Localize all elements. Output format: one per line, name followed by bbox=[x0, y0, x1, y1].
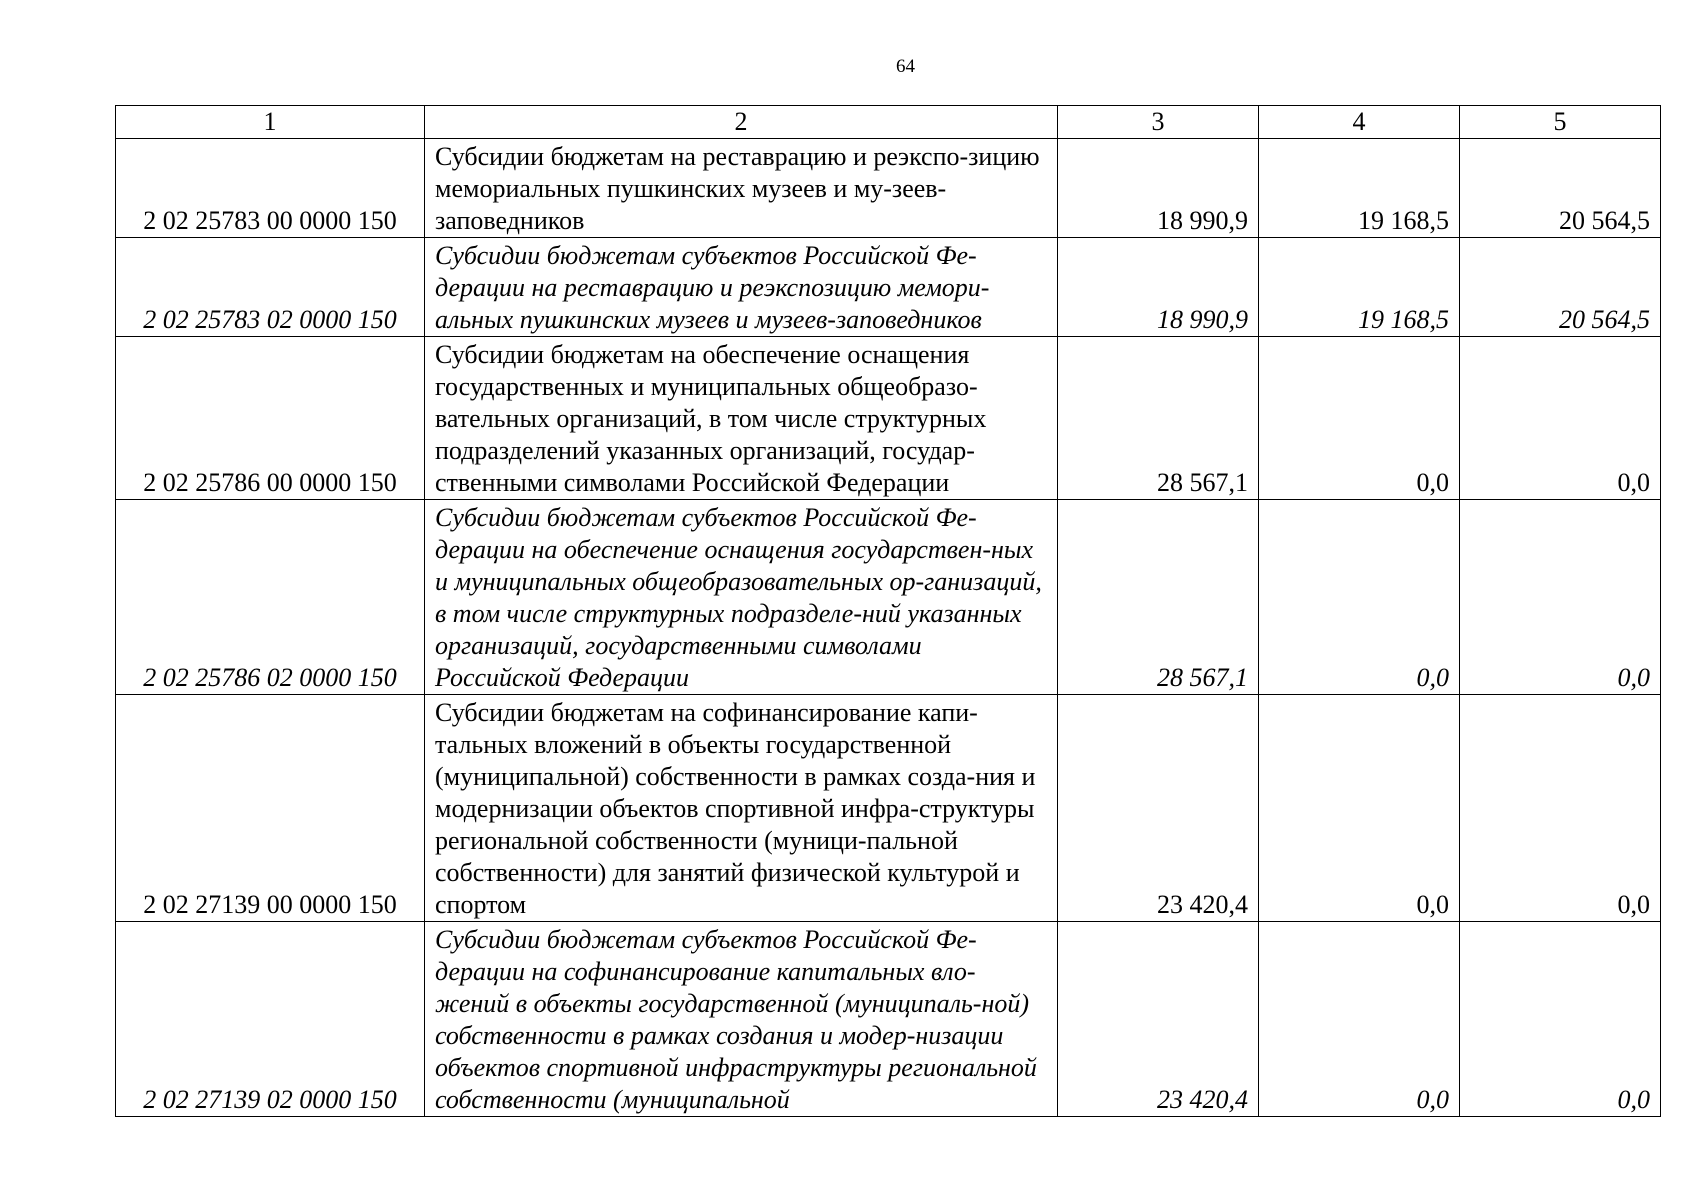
column-header-1: 1 bbox=[116, 106, 425, 139]
column-header-2: 2 bbox=[425, 106, 1058, 139]
column-header-4: 4 bbox=[1259, 106, 1460, 139]
row-description: Субсидии бюджетам субъектов Российской Фе-дерации на обеспечение оснащения государствен-ных и муниципальных общеобразовательных ор-ганизаций, в том числе структурных подразделе-ний указанных организаций, государственными символами Российской Федерации bbox=[425, 500, 1058, 695]
value-col-4: 0,0 bbox=[1259, 500, 1460, 695]
value-col-4: 0,0 bbox=[1259, 922, 1460, 1117]
budget-table bbox=[115, 105, 1661, 1117]
row-description: Субсидии бюджетам на реставрацию и реэкспо-зицию мемориальных пушкинских музеев и му-зеев-заповедников bbox=[425, 139, 1058, 238]
value-col-5: 20 564,5 bbox=[1460, 139, 1661, 238]
column-header-5: 5 bbox=[1460, 106, 1661, 139]
budget-code: 2 02 25786 02 0000 150 bbox=[116, 500, 425, 695]
value-col-5: 0,0 bbox=[1460, 922, 1661, 1117]
budget-code: 2 02 25783 02 0000 150 bbox=[116, 238, 425, 337]
table-row bbox=[116, 500, 1661, 695]
value-col-4: 19 168,5 bbox=[1259, 139, 1460, 238]
row-description: Субсидии бюджетам на обеспечение оснащения государственных и муниципальных общеобразо-вательных организаций, в том числе структурных подразделений указанных организаций, государ-ственными символами Российской Федерации bbox=[425, 337, 1058, 500]
table-row bbox=[116, 695, 1661, 922]
column-header-3: 3 bbox=[1058, 106, 1259, 139]
page-number: 64 bbox=[896, 56, 915, 77]
value-col-5: 0,0 bbox=[1460, 695, 1661, 922]
value-col-3: 23 420,4 bbox=[1058, 695, 1259, 922]
value-col-4: 19 168,5 bbox=[1259, 238, 1460, 337]
table-row bbox=[116, 337, 1661, 500]
row-description: Субсидии бюджетам субъектов Российской Фе-дерации на софинансирование капитальных вло-жений в объекты государственной (муниципаль-ной) собственности в рамках создания и модер-низации объектов спортивной инфраструктуры региональной собственности (муниципальной bbox=[425, 922, 1058, 1117]
row-description: Субсидии бюджетам субъектов Российской Фе-дерации на реставрацию и реэкспозицию мемори-альных пушкинских музеев и музеев-заповедников bbox=[425, 238, 1058, 337]
value-col-3: 28 567,1 bbox=[1058, 500, 1259, 695]
value-col-5: 20 564,5 bbox=[1460, 238, 1661, 337]
value-col-3: 23 420,4 bbox=[1058, 922, 1259, 1117]
table-header-row bbox=[116, 106, 1661, 139]
value-col-3: 18 990,9 bbox=[1058, 238, 1259, 337]
table-row bbox=[116, 139, 1661, 238]
value-col-3: 18 990,9 bbox=[1058, 139, 1259, 238]
budget-code: 2 02 25783 00 0000 150 bbox=[116, 139, 425, 238]
table-row bbox=[116, 238, 1661, 337]
value-col-5: 0,0 bbox=[1460, 337, 1661, 500]
budget-code: 2 02 27139 00 0000 150 bbox=[116, 695, 425, 922]
row-description: Субсидии бюджетам на софинансирование капи-тальных вложений в объекты государственной (муниципальной) собственности в рамках созда-ния и модернизации объектов спортивной инфра-структуры региональной собственности (муници-пальной собственности) для занятий физической культурой и спортом bbox=[425, 695, 1058, 922]
value-col-5: 0,0 bbox=[1460, 500, 1661, 695]
value-col-3: 28 567,1 bbox=[1058, 337, 1259, 500]
value-col-4: 0,0 bbox=[1259, 337, 1460, 500]
budget-code: 2 02 25786 00 0000 150 bbox=[116, 337, 425, 500]
budget-code: 2 02 27139 02 0000 150 bbox=[116, 922, 425, 1117]
table-row bbox=[116, 922, 1661, 1117]
value-col-4: 0,0 bbox=[1259, 695, 1460, 922]
